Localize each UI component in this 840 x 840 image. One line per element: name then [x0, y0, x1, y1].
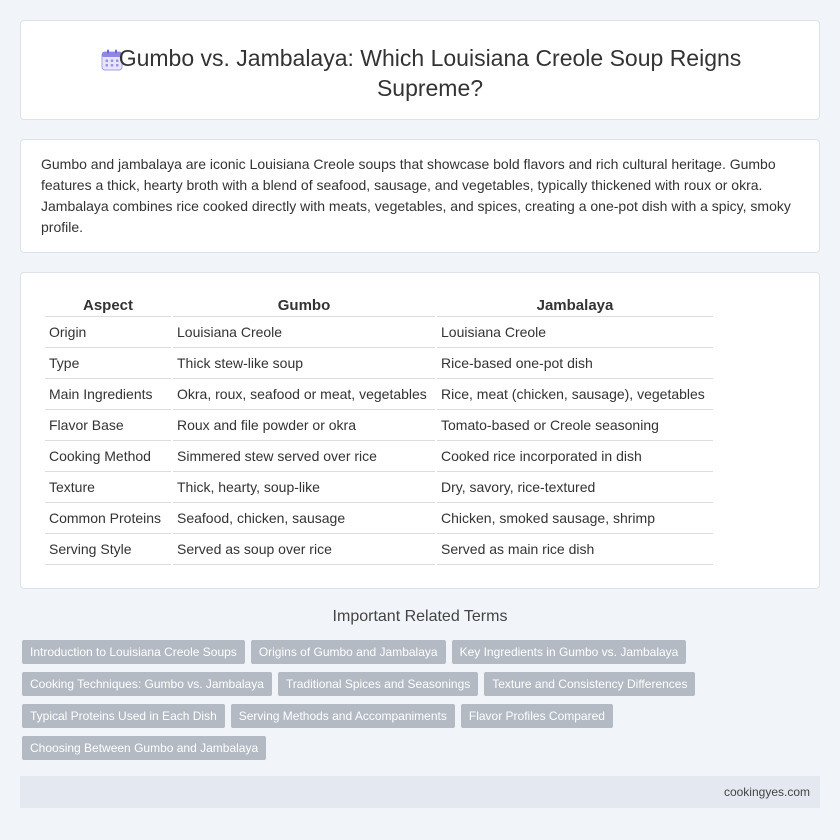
aspect-cell: Serving Style — [45, 534, 171, 565]
jambalaya-cell: Chicken, smoked sausage, shrimp — [437, 503, 713, 534]
related-term-tag[interactable]: Origins of Gumbo and Jambalaya — [251, 640, 446, 664]
related-term-tag[interactable]: Flavor Profiles Compared — [461, 704, 613, 728]
jambalaya-cell: Served as main rice dish — [437, 534, 713, 565]
related-term-tag[interactable]: Key Ingredients in Gumbo vs. Jambalaya — [452, 640, 687, 664]
title-card — [20, 20, 820, 120]
jambalaya-cell: Rice, meat (chicken, sausage), vegetables — [437, 379, 713, 410]
header-jambalaya: Jambalaya — [437, 295, 713, 317]
intro-card — [20, 139, 820, 253]
header-gumbo: Gumbo — [173, 295, 435, 317]
intro-paragraph: Gumbo and jambalaya are iconic Louisiana Creole soups that showcase bold flavors and rich cultural heritage. Gumbo features a thick, hearty broth with a blend of seafood, sausage, and vegetables, typically thickened with roux or okra. Jambalaya combines rice cooked directly with meats, vegetables, and spices, creating a one-pot dish with a spicy, smoky profile. — [41, 156, 791, 235]
gumbo-cell: Thick, hearty, soup-like — [173, 472, 435, 503]
gumbo-cell: Simmered stew served over rice — [173, 441, 435, 472]
table-row — [45, 441, 713, 472]
related-terms-title: Important Related Terms — [332, 608, 508, 625]
related-term-tag[interactable]: Serving Methods and Accompaniments — [231, 704, 455, 728]
table-row — [45, 503, 713, 534]
jambalaya-cell: Dry, savory, rice-textured — [437, 472, 713, 503]
gumbo-cell: Seafood, chicken, sausage — [173, 503, 435, 534]
related-term-tag[interactable]: Cooking Techniques: Gumbo vs. Jambalaya — [22, 672, 272, 696]
aspect-cell: Flavor Base — [45, 410, 171, 441]
aspect-cell: Type — [45, 348, 171, 379]
related-term-tag[interactable]: Choosing Between Gumbo and Jambalaya — [22, 736, 266, 760]
aspect-cell: Texture — [45, 472, 171, 503]
table-row — [45, 317, 713, 348]
table-row — [45, 534, 713, 565]
aspect-cell: Origin — [45, 317, 171, 348]
jambalaya-cell: Rice-based one-pot dish — [437, 348, 713, 379]
table-row — [45, 379, 713, 410]
comparison-table — [43, 295, 715, 565]
page-title: Gumbo vs. Jambalaya: Which Louisiana Creole Soup Reigns Supreme? — [118, 45, 742, 101]
table-header-row — [45, 295, 713, 317]
jambalaya-cell: Tomato-based or Creole seasoning — [437, 410, 713, 441]
aspect-cell: Main Ingredients — [45, 379, 171, 410]
jambalaya-cell: Cooked rice incorporated in dish — [437, 441, 713, 472]
table-row — [45, 472, 713, 503]
comparison-card — [20, 272, 820, 589]
related-terms-list — [22, 640, 802, 760]
jambalaya-cell: Louisiana Creole — [437, 317, 713, 348]
table-row — [45, 410, 713, 441]
related-term-tag[interactable]: Typical Proteins Used in Each Dish — [22, 704, 225, 728]
gumbo-cell: Thick stew-like soup — [173, 348, 435, 379]
table-row — [45, 348, 713, 379]
gumbo-cell: Louisiana Creole — [173, 317, 435, 348]
header-aspect: Aspect — [45, 295, 171, 317]
related-term-tag[interactable]: Traditional Spices and Seasonings — [278, 672, 478, 696]
aspect-cell: Common Proteins — [45, 503, 171, 534]
gumbo-cell: Served as soup over rice — [173, 534, 435, 565]
footer-site-link[interactable]: cookingyes.com — [723, 785, 810, 799]
gumbo-cell: Roux and file powder or okra — [173, 410, 435, 441]
related-term-tag[interactable]: Introduction to Louisiana Creole Soups — [22, 640, 245, 664]
aspect-cell: Cooking Method — [45, 441, 171, 472]
gumbo-cell: Okra, roux, seafood or meat, vegetables — [173, 379, 435, 410]
footer — [20, 776, 820, 808]
related-term-tag[interactable]: Texture and Consistency Differences — [484, 672, 695, 696]
